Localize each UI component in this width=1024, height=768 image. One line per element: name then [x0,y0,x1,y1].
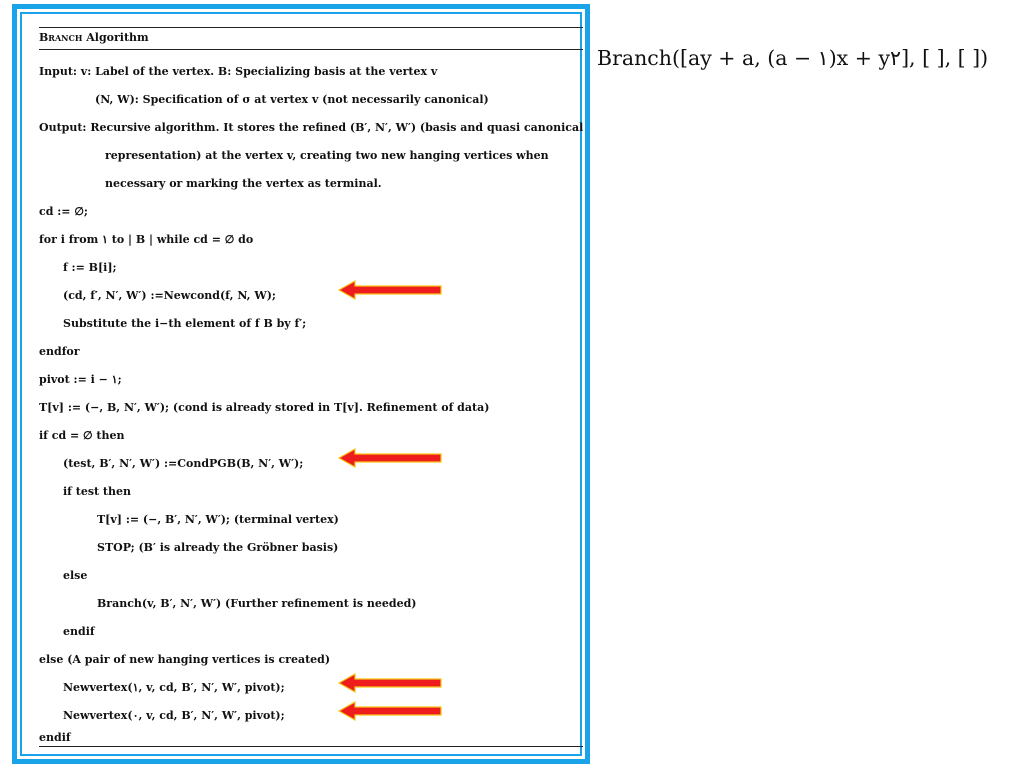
else-new-vertices-line: else (A pair of new hanging vertices is created) [39,653,331,666]
for-loop-line: for i from ١ to | B | while cd = ∅ do [39,233,254,246]
endfor-line: endfor [39,345,80,358]
else-line: else [63,569,88,582]
newvertex-1-line: Newvertex(١, v, cd, B′, N′, W′, pivot); [63,681,285,694]
input-spec-line: (N, W): Specification of σ at vertex v (not necessarily canonical) [95,93,489,106]
bottom-rule [39,746,583,747]
if-cd-line: if cd = ∅ then [39,429,125,442]
red-arrow-icon [337,280,445,300]
top-rule [39,27,583,28]
inner-endif-line: endif [63,625,95,638]
tv-assign-line: T[v] := (−, B, N′, W′); (cond is already stored in T[v]. Refinement of data) [39,401,490,414]
f-assign-line: f := B[i]; [63,261,117,274]
red-arrow-icon [337,673,445,693]
title-rule [39,49,583,50]
cd-init-line: cd := ∅; [39,205,88,218]
stop-line: STOP; (B′ is already the Gröbner basis) [97,541,339,554]
newcond-line: (cd, f′, N′, W′) :=Newcond(f, N, W); [63,289,276,302]
output-line-2: representation) at the vertex v, creating two new hanging vertices when [105,149,549,162]
substitute-line: Substitute the i−th element of f B by f′; [63,317,307,330]
terminal-vertex-line: T[v] := (−, B′, N′, W′); (terminal vertex) [97,513,339,526]
if-test-line: if test then [63,485,131,498]
output-line: Output: Recursive algorithm. It stores the refined (B′, N′, W′) (basis and quasi canonical [39,121,584,134]
newvertex-0-line: Newvertex(٠, v, cd, B′, N′, W′, pivot); [63,709,285,722]
endif-line: endif [39,731,71,744]
algorithm-title: Branch Algorithm [39,31,149,44]
red-arrow-icon [337,701,445,721]
branch-example-formula: Branch([ay + a, (a − ١)x + y٢], [ ], [ ]) [597,46,989,70]
pivot-line: pivot := i − ١; [39,373,122,386]
condpgb-line: (test, B′, N′, W′) :=CondPGB(B, N′, W′); [63,457,304,470]
red-arrow-icon [337,448,445,468]
algorithm-frame [12,4,590,764]
input-line: Input: v: Label of the vertex. B: Specializing basis at the vertex v [39,65,438,78]
output-line-3: necessary or marking the vertex as terminal. [105,177,382,190]
branch-call-line: Branch(v, B′, N′, W′) (Further refinement is needed) [97,597,417,610]
